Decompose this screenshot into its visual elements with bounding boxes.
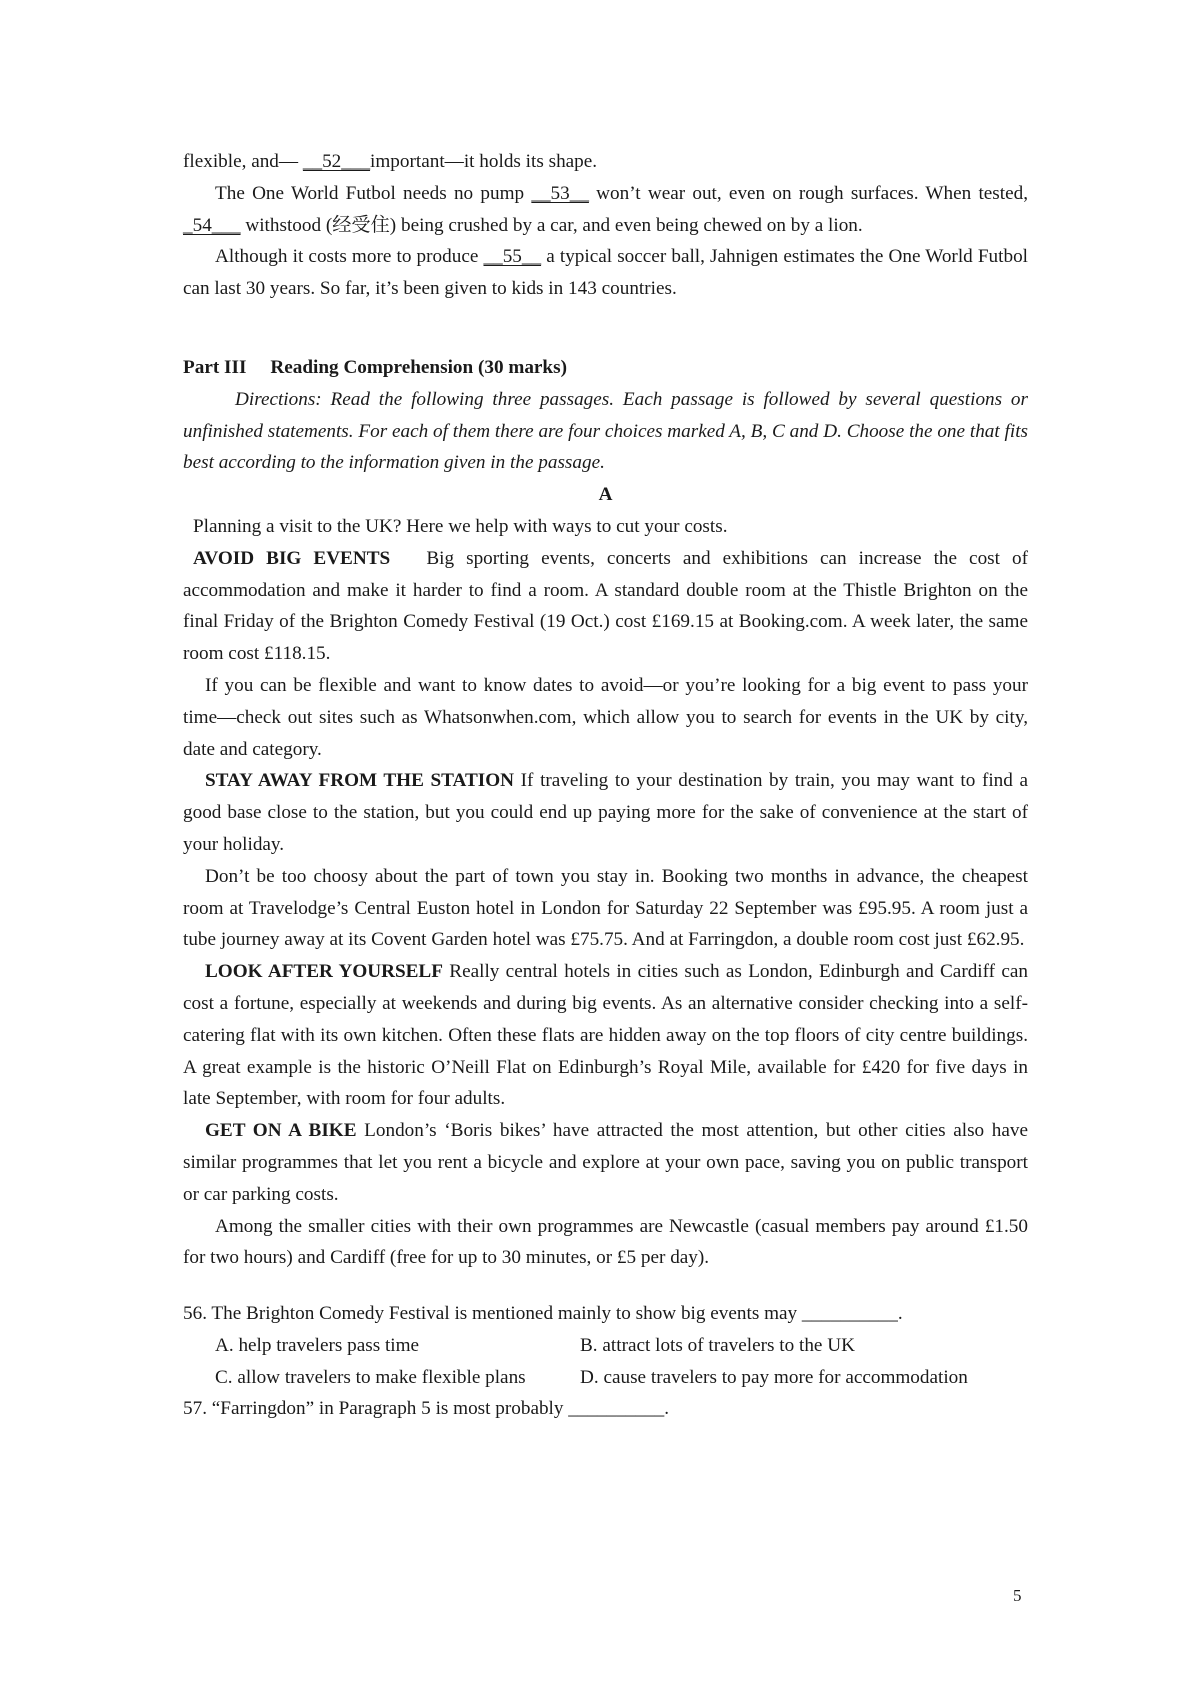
section-heading: STAY AWAY FROM THE STATION	[205, 770, 515, 792]
section-text: London’s ‘Boris bikes’ have attracted the most attention, but other cities also have similar programmes that let you rent a bicycle and explore at your own pace, saving you on public transport or car parking costs.	[183, 1120, 1028, 1205]
section-avoid-big-events	[183, 543, 1028, 670]
passage-intro: Planning a visit to the UK? Here we help with ways to cut your costs.	[193, 515, 728, 537]
spacer	[183, 305, 1028, 352]
blank-53: __53__	[531, 182, 589, 204]
section-get-on-a-bike	[183, 1115, 1028, 1210]
cloze-text: important—it holds its shape.	[370, 151, 598, 172]
options-row	[183, 1362, 1028, 1394]
blank-55: __55__	[483, 246, 542, 268]
option-c: C. allow travelers to make flexible plans	[215, 1366, 526, 1388]
paragraph: Don’t be too choosy about the part of town you stay in. Booking two months in advance, the cheapest room at Travelodge’s Central Euston hotel in London for Saturday 22 September was £95.95. A room just a tube journey away at its Covent Garden hotel was £75.75. And at Farringdon, a double room cost just £62.95.	[183, 865, 1028, 951]
section-heading: LOOK AFTER YOURSELF	[205, 961, 443, 983]
blank-54: _54___	[183, 214, 241, 236]
section-text: If traveling to your destination by train, you may want to find a good base close to the station, but you could end up paying more for the sake of convenience at the start of your holiday.	[183, 770, 1028, 855]
option-d: D. cause travelers to pay more for accommodation	[580, 1366, 968, 1388]
part-heading	[183, 352, 1028, 384]
part-title: Reading Comprehension (30 marks)	[270, 356, 567, 378]
page-number: 5	[1013, 1586, 1022, 1605]
cloze-paragraph-3	[183, 241, 1028, 305]
option-a: A. help travelers pass time	[215, 1334, 420, 1356]
directions: Directions: Read the following three passages. Each passage is followed by several questions or unfinished statements. For each of them there are four choices marked A, B, C and D. Choose the one that fits best according to the information given in the passage.	[183, 388, 1028, 474]
cloze-paragraph-2	[183, 178, 1028, 242]
question-57: 57. “Farringdon” in Paragraph 5 is most probably __________.	[183, 1398, 670, 1420]
cloze-text: The One World Futbol needs no pump	[215, 182, 525, 204]
cloze-text: Although it costs more to produce	[215, 246, 479, 268]
section-heading: GET ON A BIKE	[205, 1120, 357, 1142]
spacer	[183, 1274, 1028, 1298]
section-text: Really central hotels in cities such as London, Edinburgh and Cardiff can cost a fortune, especially at weekends and during big events. As an alternative consider checking into a self-catering flat with its own kitchen. Often these flats are hidden away on the top floors of city centre buildings. A great example is the historic O’Neill Flat on Edinburgh’s Royal Mile, available for £420 for five days in late September, with room for four adults.	[183, 961, 1029, 1110]
document-page	[183, 146, 1028, 1425]
paragraph: Among the smaller cities with their own programmes are Newcastle (casual members pay around £1.50 for two hours) and Cardiff (free for up to 30 minutes, or £5 per day).	[183, 1215, 1028, 1269]
section-look-after-yourself	[183, 956, 1028, 1115]
paragraph: If you can be flexible and want to know dates to avoid—or you’re looking for a big event to pass your time—check out sites such as Whatsonwhen.com, which allow you to search for events in the UK by city, date and category.	[183, 674, 1028, 760]
options-row	[183, 1330, 1028, 1362]
cloze-text: a typical soccer ball, Jahnigen estimates the One World Futbol can last 30 years. So far, it’s been given to kids in 143 countries.	[183, 246, 1029, 300]
question-56: 56. The Brighton Comedy Festival is mentioned mainly to show big events may __________.	[183, 1303, 903, 1325]
section-stay-away-from-station	[183, 765, 1028, 860]
cloze-text: flexible, and—	[183, 151, 299, 172]
section-heading: AVOID BIG EVENTS	[193, 547, 391, 569]
cloze-text: won’t wear out, even on rough surfaces. When tested,	[596, 182, 1028, 204]
part-label: Part III	[183, 356, 247, 378]
option-b: B. attract lots of travelers to the UK	[580, 1334, 855, 1356]
section-text: Big sporting events, concerts and exhibitions can increase the cost of accommodation and make it harder to find a room. A standard double room at the Thistle Brighton on the final Friday of the Brighton Comedy Festival (19 Oct.) cost £169.15 at Booking.com. A week later, the same room cost £118.15.	[183, 547, 1029, 665]
cloze-text: withstood (经受住) being crushed by a car, and even being chewed on by a lion.	[245, 214, 863, 236]
blank-52: __52___	[302, 151, 371, 172]
cloze-paragraph-1	[183, 146, 1028, 178]
passage-letter: A	[598, 484, 613, 506]
